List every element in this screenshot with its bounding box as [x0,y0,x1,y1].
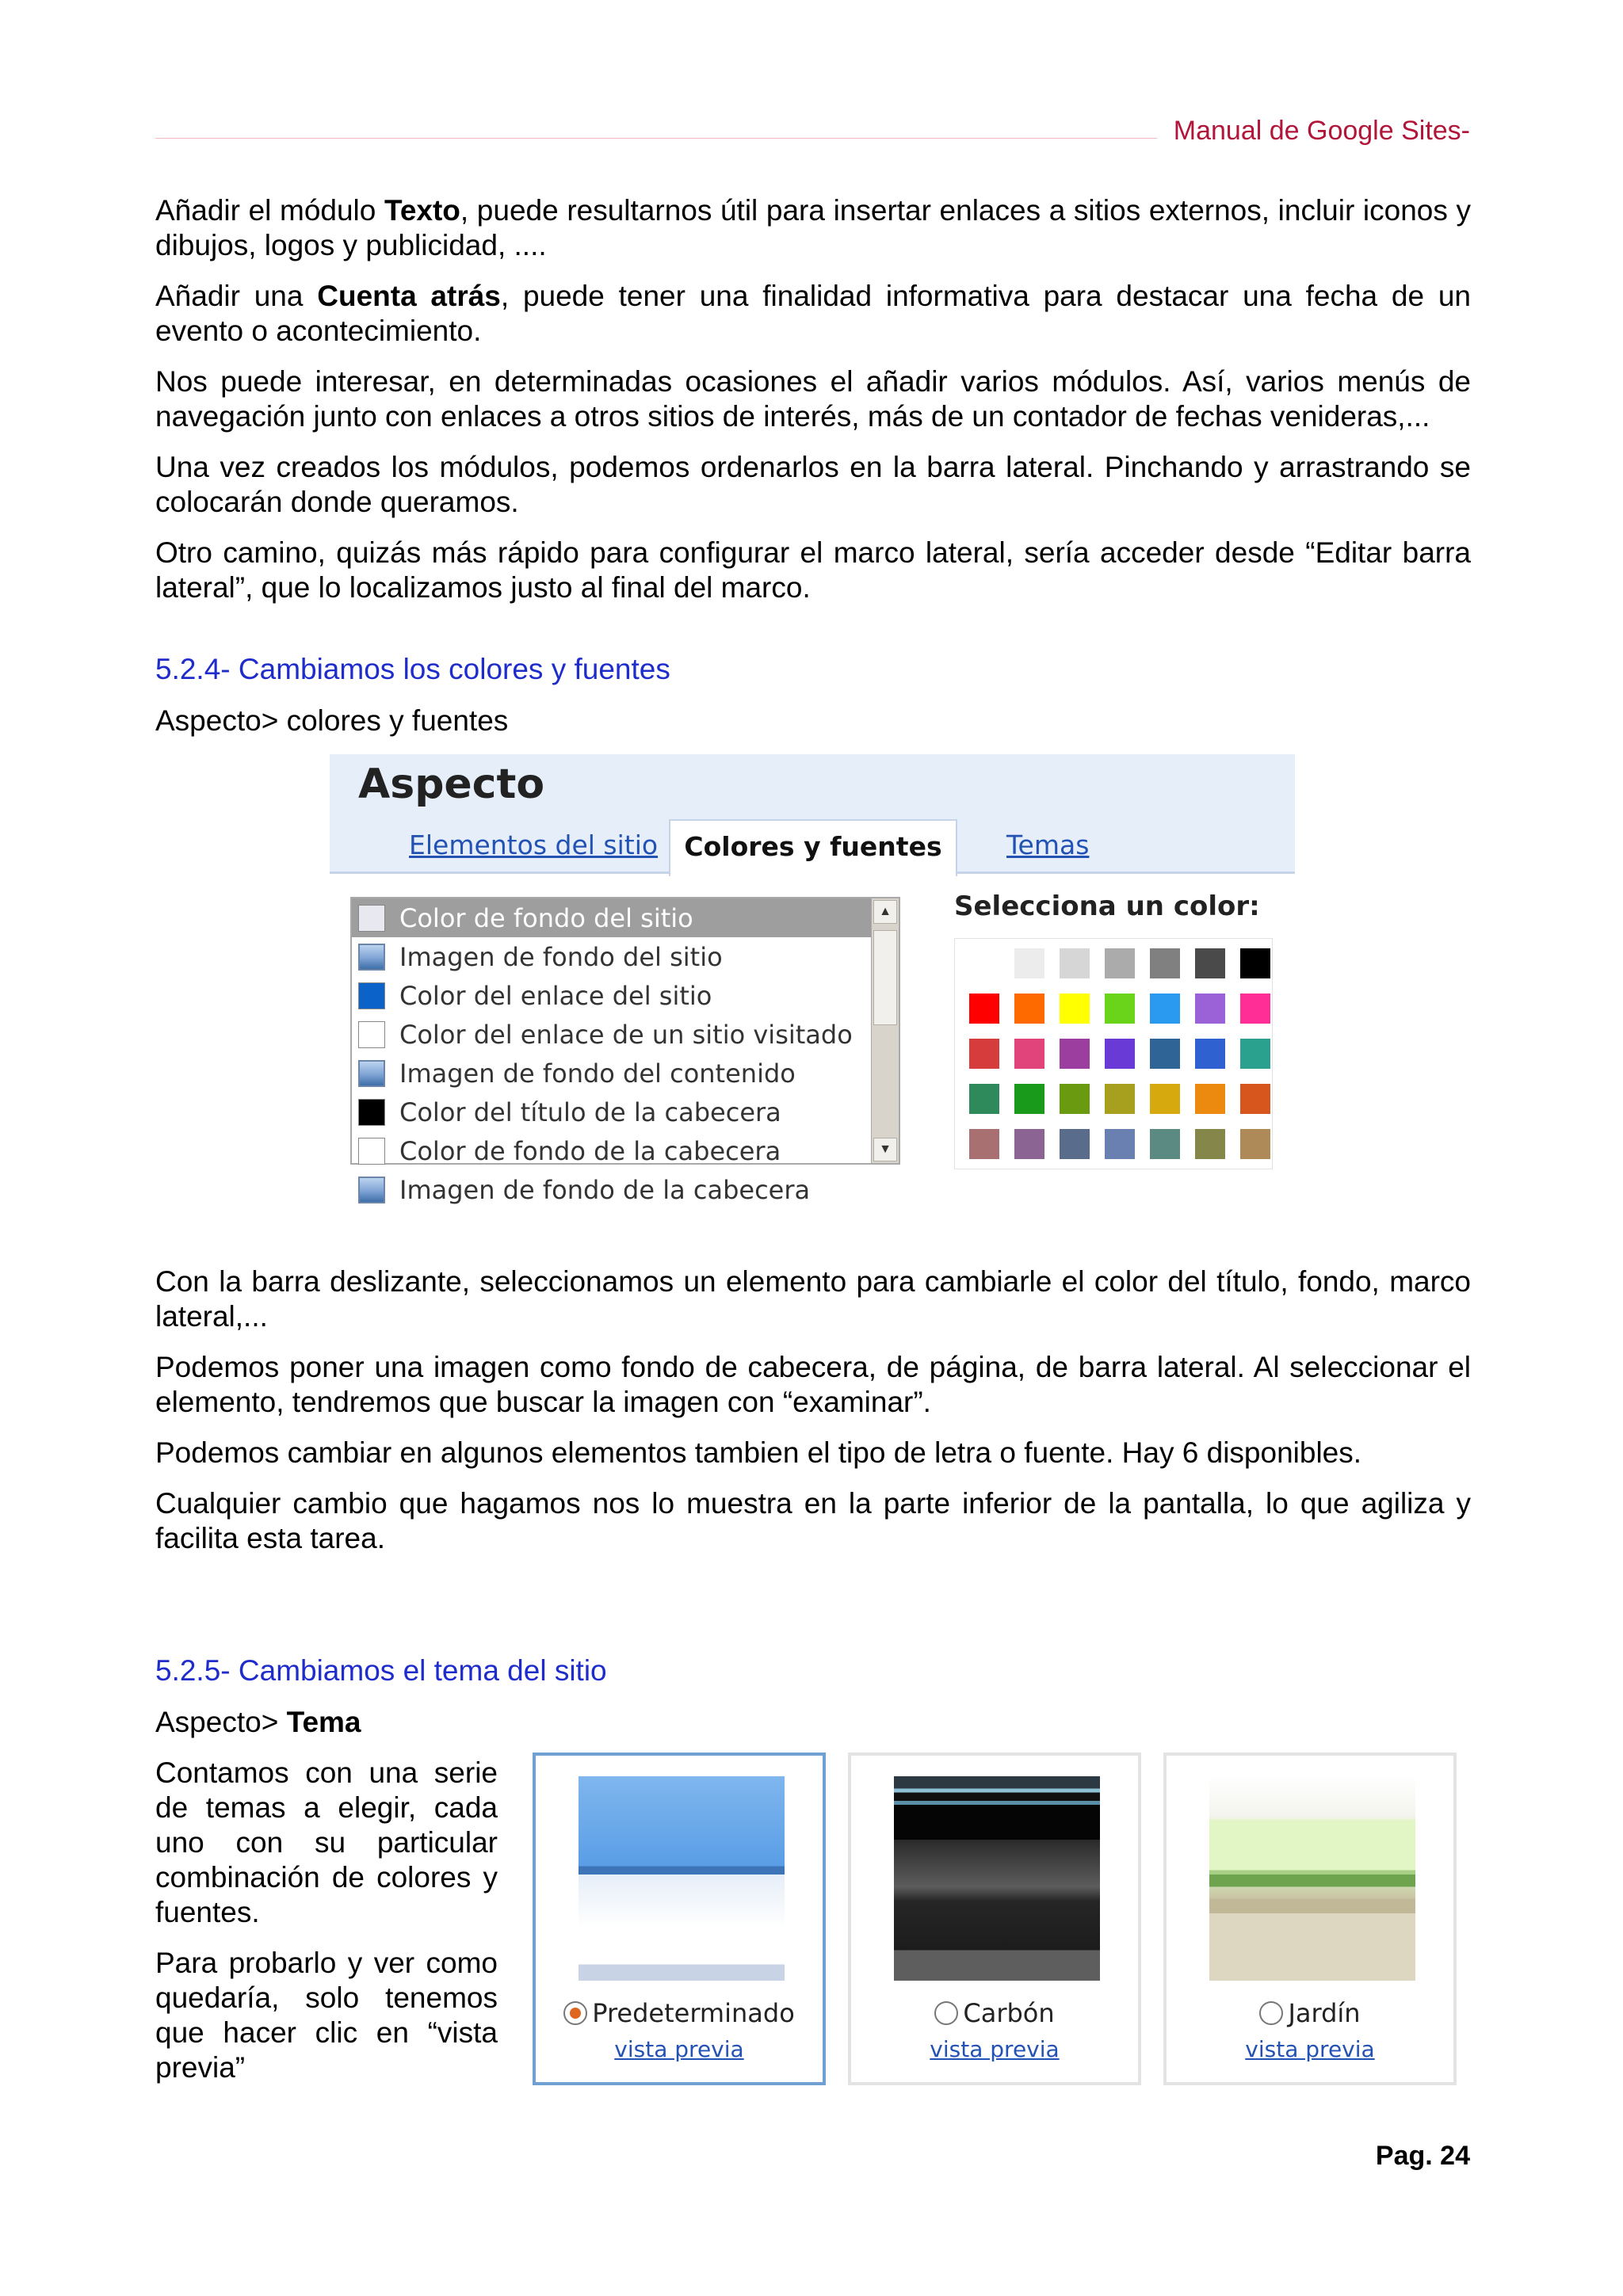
color-swatch-icon [358,1021,385,1048]
tab-elementos-del-sitio[interactable]: Elementos del sitio [409,830,659,860]
color-swatch[interactable] [1195,1039,1225,1069]
theme-card-carbon[interactable] [848,1753,1141,2085]
tab-temas[interactable]: Temas [1006,830,1090,860]
section-heading-tema: 5.2.5- Cambiamos el tema del sitio [155,1654,607,1687]
document-header-title: Manual de Google Sites- [1173,116,1470,146]
theme-thumbnail-jardin [1209,1776,1415,1981]
theme-thumbnail-carbon [894,1776,1100,1981]
theme-name: Carbón [963,1998,1055,2028]
scroll-down-icon[interactable]: ▼ [873,1138,897,1161]
header-rule [155,138,1157,139]
color-swatch[interactable] [969,1129,999,1159]
color-swatch[interactable] [1105,1129,1135,1159]
scroll-thumb[interactable] [873,930,897,1025]
paragraph-vista-previa: Para probarlo y ver como quedaría, solo tenemos que hacer clic en “vista previa” [155,1947,498,2084]
list-item[interactable] [352,898,886,937]
color-swatch[interactable] [969,1084,999,1114]
color-swatch[interactable] [1195,1129,1225,1159]
theme-card-predeterminado[interactable] [533,1753,826,2085]
list-item-label: Color del enlace de un sitio visitado [399,1019,853,1050]
color-swatch[interactable] [1014,1084,1044,1114]
color-swatch[interactable] [1014,1039,1044,1069]
image-swatch-icon [358,1177,385,1203]
color-swatch[interactable] [969,994,999,1024]
section-path-colores: Aspecto> colores y fuentes [155,704,509,737]
theme-option-carbon[interactable] [851,1998,1138,2028]
color-swatch[interactable] [1014,1129,1044,1159]
list-item[interactable] [352,937,886,976]
scroll-up-icon[interactable]: ▲ [873,900,897,924]
list-item[interactable] [352,1170,886,1209]
list-item-label: Color del enlace del sitio [399,980,712,1011]
paragraph-texto-module: Añadir el módulo Texto, puede resultarnos útil para insertar enlaces a sitios externos, incluir iconos y dibujos, logos y publicidad, .... [155,194,1471,261]
theme-option-jardin[interactable] [1167,1998,1453,2028]
color-swatch[interactable] [969,1039,999,1069]
color-swatch[interactable] [1105,994,1135,1024]
list-item[interactable] [352,1015,886,1054]
paragraph-ordenar-modulos: Una vez creados los módulos, podemos ordenarlos en la barra lateral. Pinchando y arrastrando se colocarán donde queramos. [155,451,1471,518]
paragraph-varios-modulos: Nos puede interesar, en determinadas ocasiones el añadir varios módulos. Así, varios menús de navegación junto con enlaces a otros sitios de interés, más de un contador de fechas venideras,... [155,365,1471,433]
radio-selected-icon[interactable] [563,2001,587,2025]
section-heading-colores: 5.2.4- Cambiamos los colores y fuentes [155,653,670,685]
tab-colores-y-fuentes[interactable]: Colores y fuentes [669,819,957,876]
paragraph-tipo-letra: Podemos cambiar en algunos elementos tambien el tipo de letra o fuente. Hay 6 disponibles. [155,1436,1362,1469]
aspecto-title: Aspecto [358,761,545,808]
vista-previa-link[interactable]: vista previa [1245,2036,1375,2062]
list-item-label: Imagen de fondo de la cabecera [399,1174,811,1205]
theme-option-predeterminado[interactable] [536,1998,823,2028]
theme-card-jardin[interactable] [1163,1753,1457,2085]
color-swatch[interactable] [1150,1129,1180,1159]
list-item-label: Imagen de fondo del sitio [399,941,723,972]
aspecto-panel [330,754,1295,1206]
color-swatch[interactable] [1105,1039,1135,1069]
color-swatch[interactable] [1240,1129,1270,1159]
list-item[interactable] [352,1054,886,1093]
color-swatch[interactable] [1060,1084,1090,1114]
color-swatch-icon [358,1138,385,1165]
vista-previa-link[interactable]: vista previa [614,2036,744,2062]
color-swatch[interactable] [1150,1039,1180,1069]
color-swatch[interactable] [1240,994,1270,1024]
list-item-label: Color de fondo de la cabecera [399,1135,781,1166]
color-swatch[interactable] [969,948,999,978]
aspecto-header [330,754,1295,874]
element-listbox[interactable] [350,897,900,1205]
paragraph-parte-inferior: Cualquier cambio que hagamos nos lo muestra en la parte inferior de la pantalla, lo que agiliza y facilita esta tarea. [155,1487,1471,1554]
color-swatch[interactable] [1060,994,1090,1024]
paragraph-barra-deslizante: Con la barra deslizante, seleccionamos un elemento para cambiarle el color del título, fondo, marco lateral,... [155,1265,1471,1333]
section-path-tema: Aspecto> Tema [155,1706,361,1738]
theme-name: Jardín [1288,1998,1361,2028]
image-swatch-icon [358,1060,385,1087]
color-swatch[interactable] [1014,994,1044,1024]
list-item-label: Imagen de fondo del contenido [399,1058,796,1089]
radio-unselected-icon[interactable] [934,2001,958,2025]
color-swatch[interactable] [1240,1039,1270,1069]
color-picker-label: Selecciona un color: [954,891,1260,922]
paragraph-imagen-fondo: Podemos poner una imagen como fondo de cabecera, de página, de barra lateral. Al seleccionar el elemento, tendremos que buscar la imagen con “examinar”. [155,1351,1471,1418]
color-swatch[interactable] [1105,948,1135,978]
list-item-label: Color de fondo del sitio [399,902,693,933]
theme-thumbnail-predeterminado [579,1776,785,1981]
list-item[interactable] [352,976,886,1015]
paragraph-serie-temas: Contamos con una serie de temas a elegir, cada uno con su particular combinación de colores y fuentes. [155,1756,498,1928]
color-swatch[interactable] [1150,994,1180,1024]
image-swatch-icon [358,944,385,971]
color-swatch[interactable] [1195,948,1225,978]
color-swatch-icon [358,905,385,932]
list-item-label: Color del título de la cabecera [399,1097,781,1127]
vista-previa-link[interactable]: vista previa [930,2036,1060,2062]
color-swatch[interactable] [1060,1039,1090,1069]
color-swatch[interactable] [1195,1084,1225,1114]
color-swatch[interactable] [1150,948,1180,978]
color-palette [954,938,1273,1169]
color-swatch[interactable] [1195,994,1225,1024]
color-swatch[interactable] [1240,1084,1270,1114]
theme-name: Predeterminado [592,1998,795,2028]
color-swatch-icon [358,982,385,1009]
paragraph-cuenta-atras: Añadir una Cuenta atrás, puede tener una finalidad informativa para destacar una fecha de un evento o acontecimiento. [155,280,1471,347]
color-swatch[interactable] [1240,948,1270,978]
color-swatch[interactable] [1150,1084,1180,1114]
color-swatch-icon [358,1099,385,1126]
radio-unselected-icon[interactable] [1259,2001,1283,2025]
color-swatch[interactable] [1060,1129,1090,1159]
color-swatch[interactable] [1105,1084,1135,1114]
color-swatch[interactable] [1014,948,1044,978]
paragraph-editar-barra: Otro camino, quizás más rápido para configurar el marco lateral, sería acceder desde “Editar barra lateral”, que lo localizamos justo al final del marco. [155,536,1471,604]
list-item[interactable] [352,1131,886,1170]
list-item[interactable] [352,1093,886,1131]
page-number: Pag. 24 [1375,2141,1470,2171]
listbox-scrollbar[interactable] [871,898,899,1163]
color-swatch[interactable] [1060,948,1090,978]
